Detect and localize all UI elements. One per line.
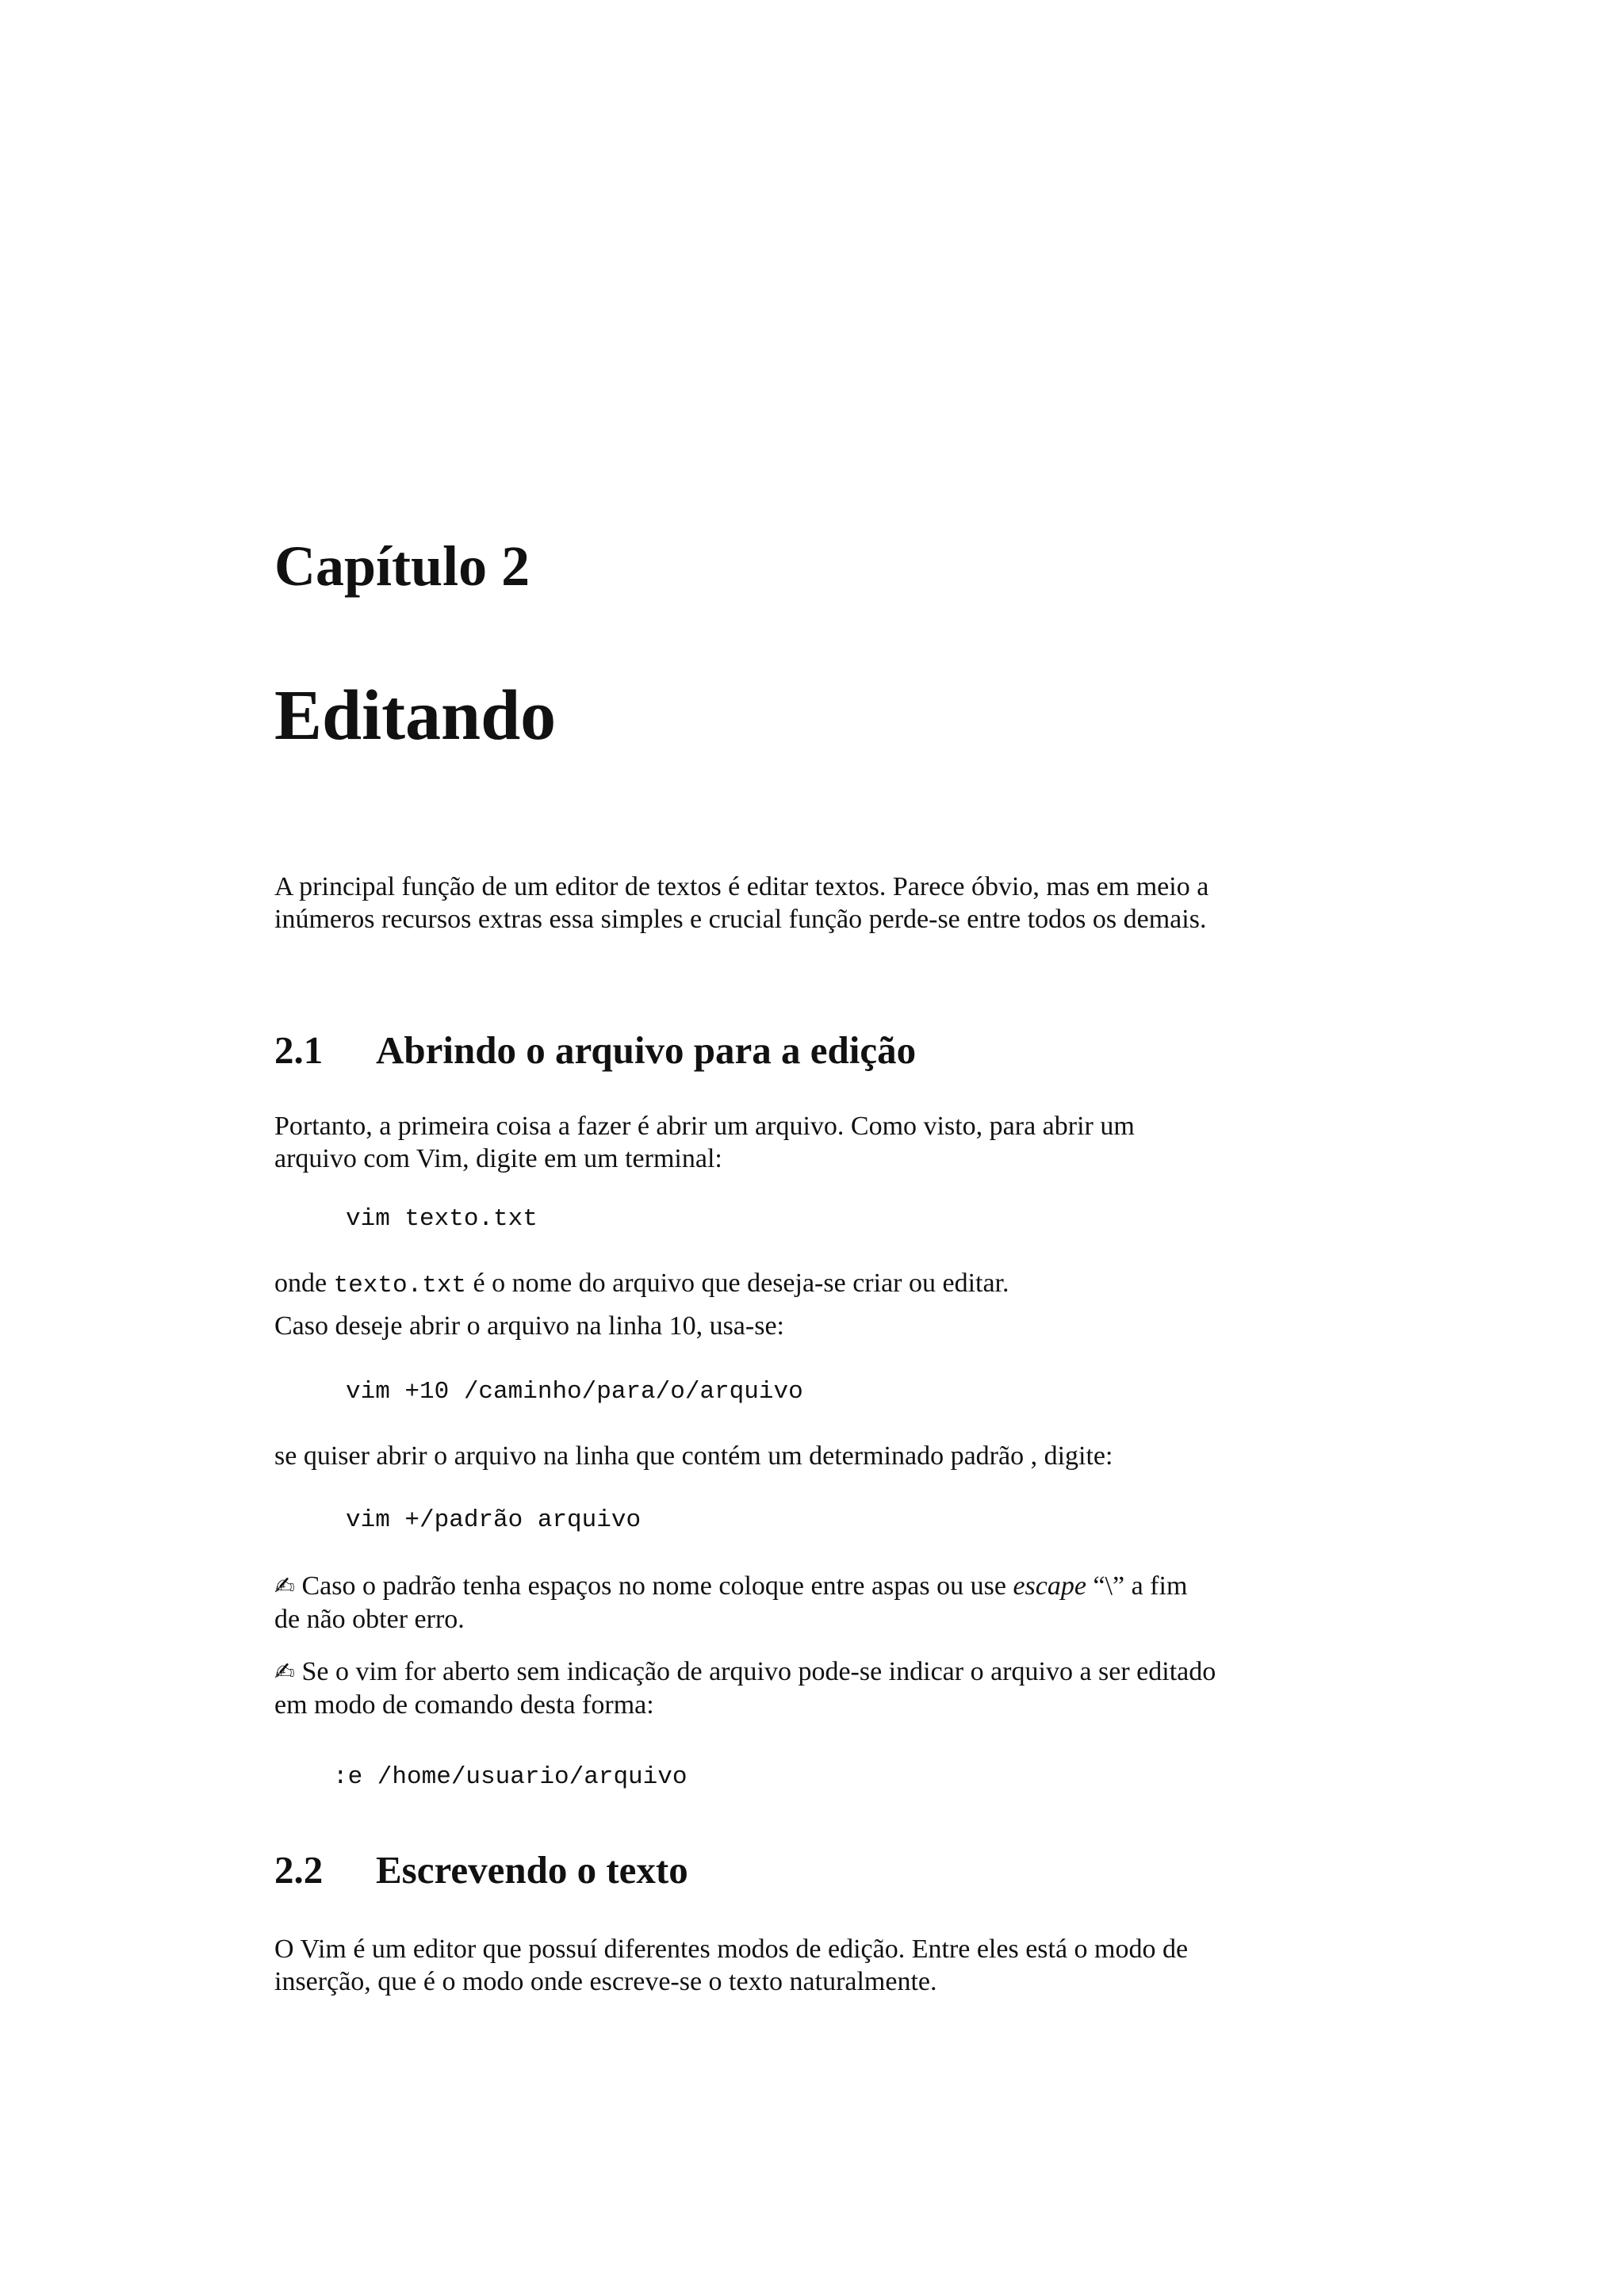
note [274,1570,1218,1636]
intro-paragraph: A principal função de um editor de textos é editar textos. Parece óbvio, mas em meio a inúmeros recursos extras essa simples e crucial função perde-se entre todos os demais. [274,872,1209,934]
code-block: vim texto.txt [346,1205,538,1233]
code-block: :e /home/usuario/arquivo [333,1763,688,1791]
note [274,1655,1218,1721]
paragraph-text: onde [274,1269,327,1298]
section-title: Abrindo o arquivo para a edição [376,1028,917,1072]
section-title: Escrevendo o texto [376,1848,688,1892]
section-number: 2.1 [274,1028,324,1072]
paragraph [274,1267,1218,1302]
paragraph-text: é o nome do arquivo que deseja-se criar ou editar. [473,1269,1009,1298]
code-block: vim +/padrão arquivo [346,1506,642,1534]
note-text: “\” a fim de não obter erro. [274,1571,1188,1634]
section-heading-2-1 [274,1028,917,1072]
note-text: Se o vim for aberto sem indicação de arquivo pode-se indicar o arquivo a ser editado em modo de comando desta forma: [274,1657,1216,1720]
paragraph: se quiser abrir o arquivo na linha que contém um determinado padrão , digite: [274,1441,1113,1471]
section-number: 2.2 [274,1848,324,1892]
note-text: Caso o padrão tenha espaços no nome coloque entre aspas ou use [301,1571,1006,1601]
note-emphasis: escape [1013,1571,1086,1601]
chapter-label: Capítulo 2 [274,534,530,598]
paragraph: O Vim é um editor que possuí diferentes modos de edição. Entre eles está o modo de inserção, que é o modo onde escreve-se o texto naturalmente. [274,1934,1189,1996]
paragraph: Portanto, a primeira coisa a fazer é abrir um arquivo. Como visto, para abrir um arquivo com Vim, digite em um terminal: [274,1112,1135,1173]
writing-hand-icon: ✍ [274,1658,295,1686]
chapter-title: Editando [274,676,557,755]
writing-hand-icon: ✍ [274,1572,295,1601]
section-heading-2-2 [274,1848,688,1892]
inline-code: texto.txt [333,1272,467,1299]
paragraph: Caso deseje abrir o arquivo na linha 10, usa-se: [274,1311,784,1341]
code-block: vim +10 /caminho/para/o/arquivo [346,1378,803,1406]
